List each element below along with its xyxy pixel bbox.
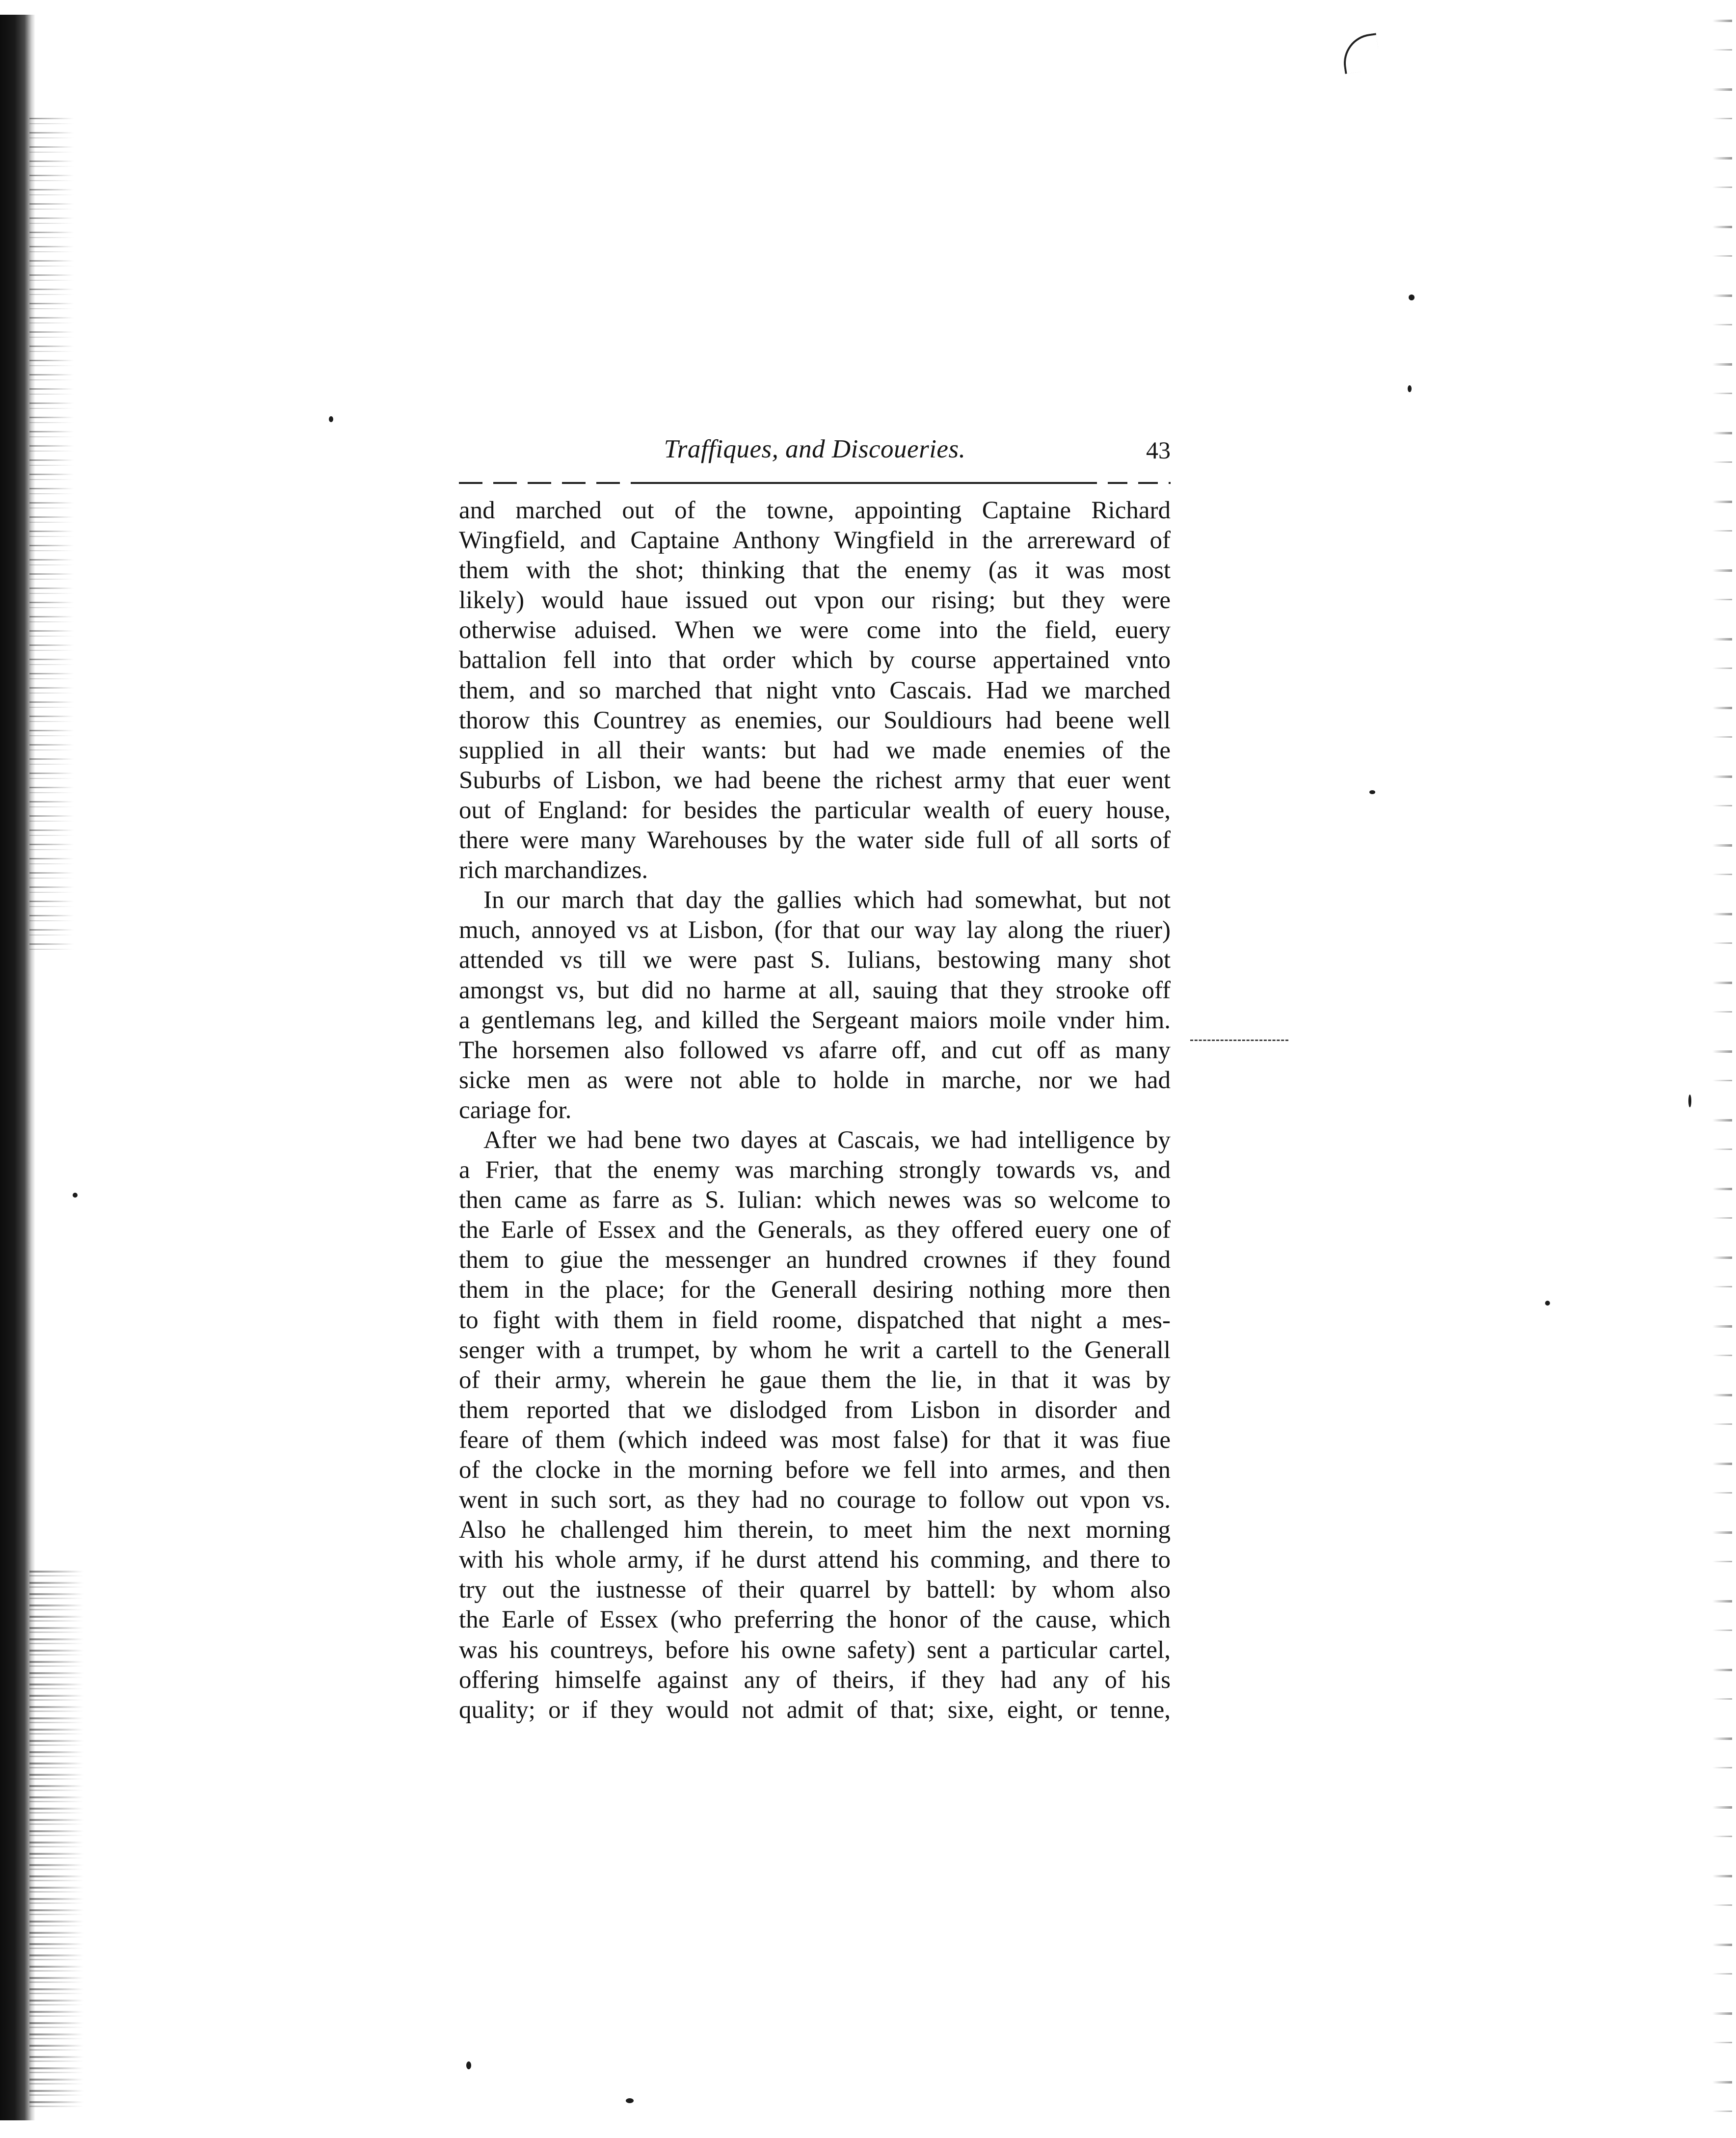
text-line: senger with a trumpet, by whom he writ a cartell to the Generall [459,1336,1171,1364]
text-line: rich marchandizes. [459,856,648,884]
text-line: them to giue the messenger an hundred crownes if they found [459,1246,1171,1274]
text-line: them reported that we dislodged from Lisbon in disorder and [459,1396,1171,1424]
text-line: much, annoyed vs at Lisbon, (for that our way lay along the riuer) [459,916,1171,944]
text-line: and marched out of the towne, appointing Captaine Richard [459,497,1171,524]
scan-edge-noise-right [1712,20,1732,2120]
text-line: a gentlemans leg, and killed the Sergeant maiors moile vnder him. [459,1006,1171,1034]
text-line: offering himselfe against any of theirs, if they had any of his [459,1666,1171,1694]
page-number: 43 [1146,436,1171,464]
text-line: attended vs till we were past S. Iulians, bestowing many shot [459,946,1171,974]
text-line: otherwise aduised. When we were come into the field, euery [459,616,1171,644]
text-line: to fight with them in field roome, dispatched that night a mes- [459,1306,1171,1334]
running-head-title: Traffiques, and Discoueries. [664,435,966,463]
text-line: cariage for. [459,1096,572,1124]
dust-speck [1408,385,1412,392]
text-line: them, and so marched that night vnto Cascais. Had we marched [459,676,1171,704]
text-line: thorow this Countrey as enemies, our Souldiours had beene well [459,706,1171,734]
running-head [459,432,1171,471]
text-line: then came as farre as S. Iulian: which newes was so welcome to [459,1186,1171,1214]
dust-speck [626,2098,634,2103]
text-line: out of England: for besides the particular wealth of euery house, [459,796,1171,824]
scan-edge-noise-left-top [29,118,74,952]
text-line: there were many Warehouses by the water side full of all sorts of [459,827,1171,855]
text-line: In our march that day the gallies which had somewhat, but not [483,886,1171,914]
text-line: the Earle of Essex (who preferring the honor of the cause, which [459,1606,1171,1634]
pencil-corner-mark [1340,33,1381,74]
text-line: of the clocke in the morning before we fell into armes, and then [459,1456,1171,1484]
text-line: with his whole army, if he durst attend his comming, and there to [459,1546,1171,1574]
header-rule [459,482,1171,484]
text-line: battalion fell into that order which by course appertained vnto [459,646,1171,674]
text-line: of their army, wherein he gaue them the lie, in that it was by [459,1366,1171,1394]
text-line: After we had bene two dayes at Cascais, we had intelligence by [483,1126,1171,1154]
dust-speck [1688,1095,1691,1107]
text-line: try out the iustnesse of their quarrel by battell: by whom also [459,1576,1171,1604]
text-line: The horsemen also followed vs afarre off, and cut off as many [459,1036,1171,1064]
text-line: went in such sort, as they had no courage to follow out vpon vs. [459,1486,1171,1514]
dust-speck [1409,294,1415,300]
margin-dash-mark [1190,1040,1288,1041]
text-line: them with the shot; thinking that the enemy (as it was most [459,557,1171,585]
dust-speck [73,1193,78,1198]
scan-edge-noise-left-bottom [29,1571,83,2111]
text-line: a Frier, that the enemy was marching strongly towards vs, and [459,1156,1171,1184]
text-line: was his countreys, before his owne safety) sent a particular cartel, [459,1636,1171,1664]
text-line: sicke men as were not able to holde in marche, nor we had [459,1066,1171,1094]
paragraph-1 [459,496,1171,885]
text-line: quality; or if they would not admit of that; sixe, eight, or tenne, [459,1696,1171,1724]
text-line: them in the place; for the Generall desiring nothing more then [459,1276,1171,1304]
dust-speck [1545,1301,1550,1306]
text-line: amongst vs, but did no harme at all, sauing that they strooke off [459,976,1171,1004]
text-line: likely) would haue issued out vpon our rising; but they were [459,587,1171,615]
body-text [459,496,1171,1725]
text-line: Wingfield, and Captaine Anthony Wingfield in the arrereward of [459,527,1171,555]
text-line: the Earle of Essex and the Generals, as they offered euery one of [459,1216,1171,1244]
dust-speck [1369,790,1375,794]
paragraph-2 [459,885,1171,1125]
dust-speck [466,2061,471,2069]
text-line: feare of them (which indeed was most false) for that it was fiue [459,1426,1171,1454]
text-line: supplied in all their wants: but had we made enemies of the [459,736,1171,764]
paragraph-3 [459,1125,1171,1725]
text-line: Suburbs of Lisbon, we had beene the richest army that euer went [459,766,1171,794]
dust-speck [329,416,333,422]
text-line: Also he challenged him therein, to meet him the next morning [459,1516,1171,1544]
